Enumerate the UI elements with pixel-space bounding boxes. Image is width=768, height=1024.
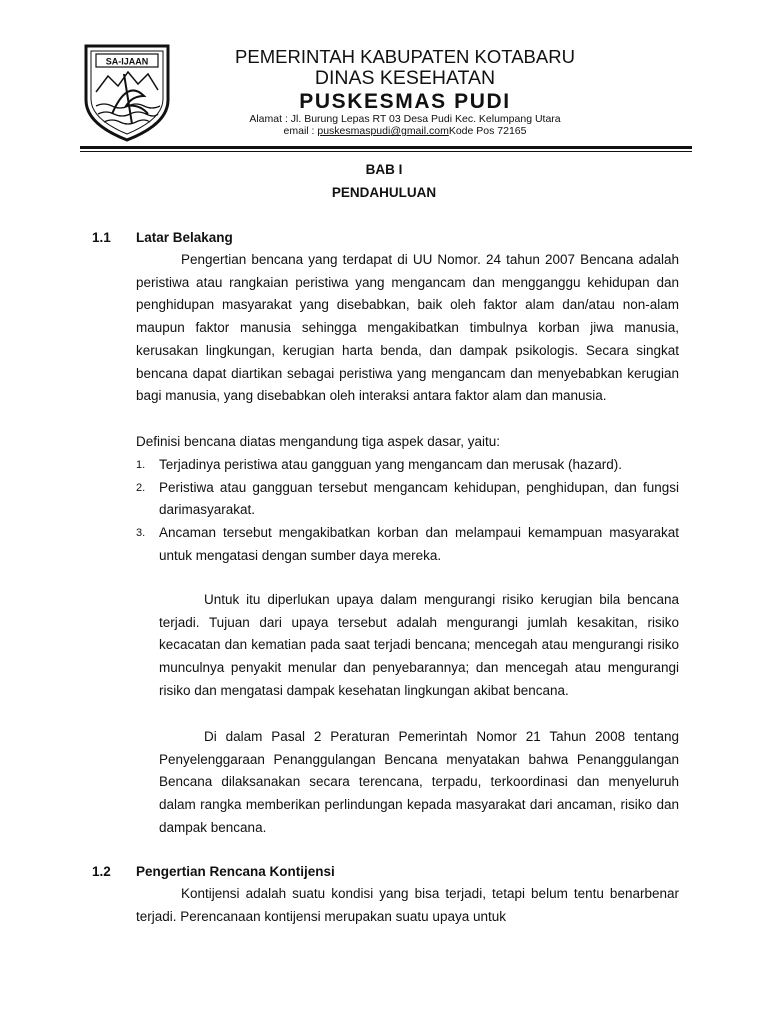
letterhead-rule-thick [80,146,692,149]
postal-code: Kode Pos 72165 [448,125,527,137]
list-item [136,522,679,567]
list-text: Peristiwa atau gangguan tersebut mengancam kehidupan, penghidupan, dan fungsi darimasyarakat. [159,479,679,518]
list-text: Ancaman tersebut mengakibatkan korban dan melampaui kemampuan masyarakat untuk mengatasi dengan sumber daya mereka. [159,525,679,563]
kotabaru-emblem-logo [82,44,172,142]
paragraph-regulation: Di dalam Pasal 2 Peraturan Pemerintah Nomor 21 Tahun 2008 tentang Penyelenggaraan Penanggulangan Bencana menyatakan bahwa Penanggulangan Bencana dilaksanakan secara terencana, terpadu, terkoordinasi dan menyeluruh dalam rangka memberikan perlindungan kepada masyarakat dari ancaman, risiko dan dampak bencana. [159,729,679,835]
letterhead-department: DINAS KESEHATAN [314,67,496,89]
list-number: 2. [136,481,146,494]
section-heading-1-1 [92,230,233,245]
aspects-list [136,454,679,568]
paragraph-aspects-intro: Definisi bencana diatas mengandung tiga aspek dasar, yaitu: [136,434,500,449]
logo-text: SA-IJAAN [105,56,149,67]
list-number: 1. [136,459,146,471]
chapter-number: BAB I [365,162,403,177]
section-heading-1-2 [92,864,335,879]
letterhead-rule-thin [80,151,692,152]
list-item [136,454,679,477]
letterhead-address: Alamat : Jl. Burung Lepas RT 03 Desa Pudi Kec. Kelumpang Utara [249,113,561,125]
paragraph-contingency: Kontijensi adalah suatu kondisi yang bisa terjadi, tetapi belum tentu benarbenar terjadi. Perencanaan kontijensi merupakan suatu upaya untuk [136,886,679,924]
section-number: 1.2 [92,864,111,879]
letterhead-government: PEMERINTAH KABUPATEN KOTABARU [235,46,575,67]
list-text: Terjadinya peristiwa atau gangguan yang mengancam dan merusak (hazard). [159,457,623,472]
list-item [136,477,679,522]
email-link[interactable]: puskesmaspudi@gmail.com [317,125,449,137]
letterhead-institution: PUSKESMAS PUDI [299,90,511,113]
section-title: Latar Belakang [136,230,233,245]
paragraph-definition: Pengertian bencana yang terdapat di UU Nomor. 24 tahun 2007 Bencana adalah peristiwa atau rangkaian peristiwa yang mengancam dan mengganggu kehidupan dan penghidupan masyarakat yang disebabkan, baik oleh faktor alam dan/atau non-alam maupun faktor manusia sehingga mengakibatkan timbulnya korban jiwa manusia, kerusakan lingkungan, kerugian harta benda, dan dampak psikologis. Secara singkat bencana dapat diartikan sebagai peristiwa yang mengancam dan menyebabkan kerugian bagi manusia, yang disebabkan oleh interaksi antara faktor alam dan manusia. [136,252,679,404]
letterhead-contact [170,125,640,137]
chapter-title: PENDAHULUAN [331,185,437,200]
paragraph-risk-reduction: Untuk itu diperlukan upaya dalam mengurangi risiko kerugian bila bencana terjadi. Tujuan dari upaya tersebut adalah mengurangi jumlah kesakitan, risiko kecacatan dan kematian pada saat terjadi bencana; mencegah atau mengurangi risiko munculnya penyakit menular dan penyebarannya; dan mencegah atau mengurangi risiko dan mengatasi dampak kesehatan lingkungan akibat bencana. [159,592,679,698]
section-number: 1.1 [92,230,111,245]
section-title: Pengertian Rencana Kontijensi [136,864,335,879]
email-label: email : [283,125,318,137]
list-number: 3. [136,527,146,540]
